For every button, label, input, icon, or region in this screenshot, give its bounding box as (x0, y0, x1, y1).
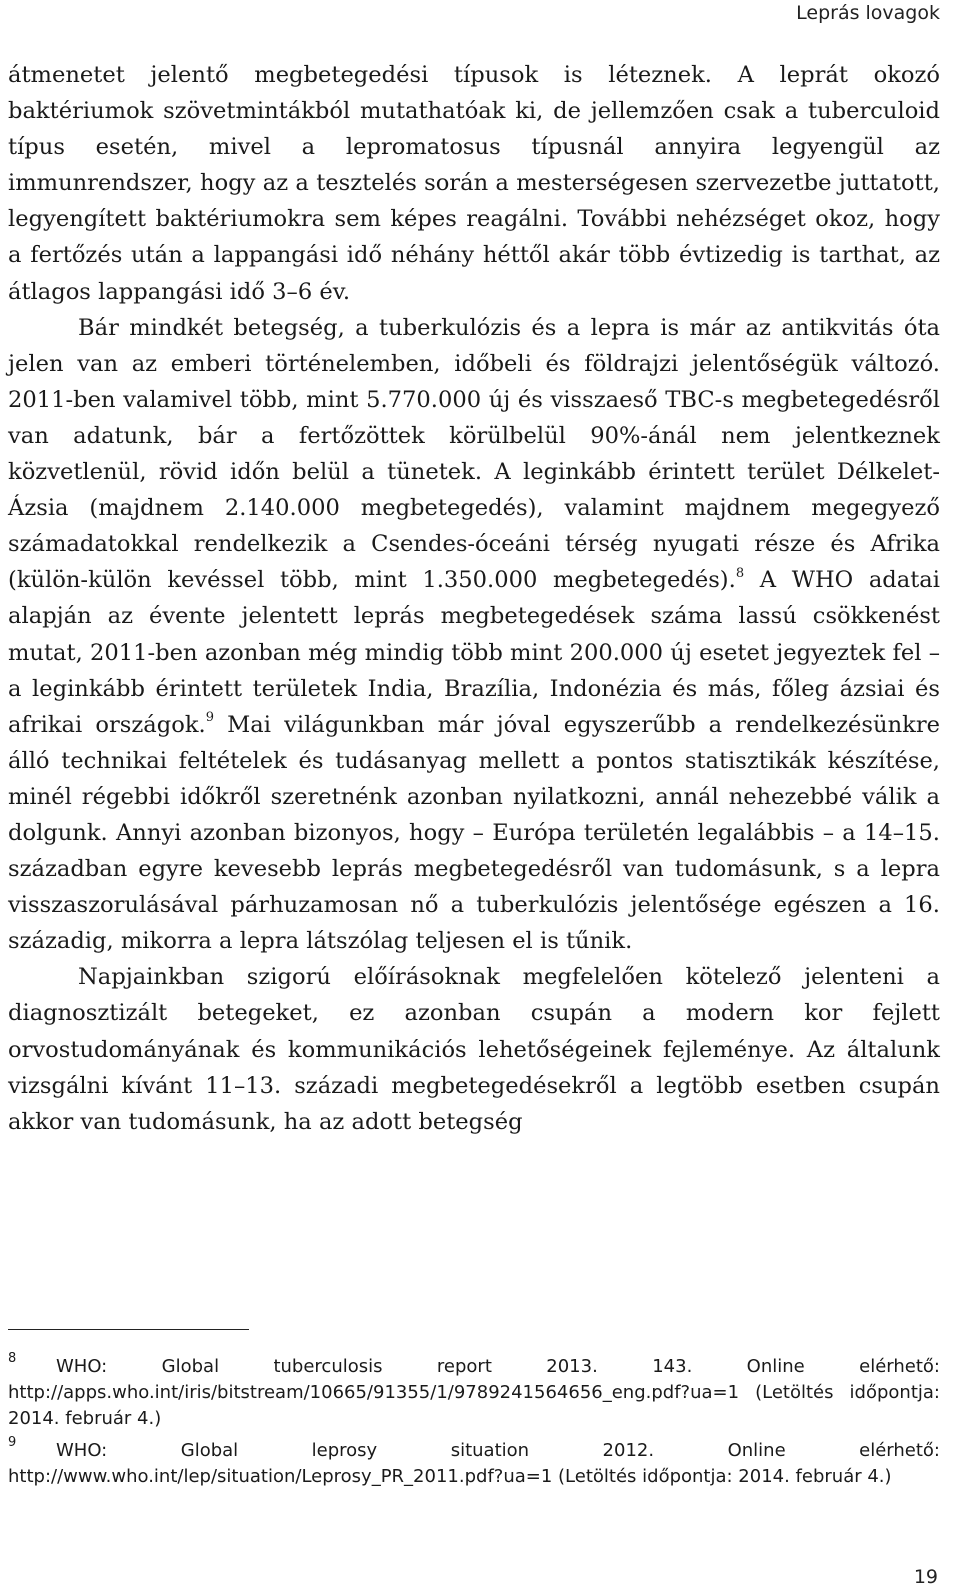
paragraph-2-part-3: Mai világunkban már jóval egyszerűbb a rendelkezésünkre álló technikai feltételek és tudásanyag mellett a pontos statisztikák készítése, minél régebbi időkről szeretnénk azonban nyilatkozni, annál nehezebbé válik a dolgunk. Annyi azonban bizonyos, hogy – Európa területén legalábbis – a 14–15. században egyre kevesebb leprás megbetegedésről van tudomásunk, s a lepra visszaszorulásával párhuzamosan nő a tuberkulózis jelentősége egészen a 16. századig, mikorra a lepra látszólag teljesen el is tűnik. (8, 711, 940, 955)
footnote-number: 8 (8, 1351, 17, 1366)
body-text (8, 57, 940, 1140)
paragraph-2-part-1: Bár mindkét betegség, a tuberkulózis és a lepra is már az antikvitás óta jelen van az emberi történelemben, időbeli és földrajzi jelentőségük változó. 2011-ben valamivel több, mint 5.770.000 új és visszaeső TBC-s megbetegedésről van adatunk, bár a fertőzöttek körülbelül 90%-ánál nem jelentkeznek közvetlenül, rövid időn belül a tünetek. A leginkább érintett terület Délkelet-Ázsia (majdnem 2.140.000 megbetegedés), valamint majdnem megegyező számadatokkal rendelkezik a Csendes-óceáni térség nyugati része és Afrika (külön-külön kevéssel több, mint 1.350.000 megbetegedés). (8, 314, 940, 594)
footnote-link[interactable]: http://apps.who.int/iris/bitstream/10665/91355/1/9789241564656_eng.pdf?ua=1 (Letöltés időpontja: 2014. február 4.) (8, 1382, 940, 1429)
paragraph-3: Napjainkban szigorú előírásoknak megfelelően kötelező jelenteni a diagnosztizált betegeket, ez azonban csupán a modern kor fejlett orvostudományának és kommunikációs lehetőségeinek fejleménye. Az általunk vizsgálni kívánt 11–13. századi megbetegedésekről a legtöbb esetben csupán akkor van tudomásunk, ha az adott betegség (8, 964, 940, 1135)
paragraph-2-part-2: A WHO adatai alapján az évente jelentett leprás megbetegedések száma lassú csökkenést mutat, 2011-ben azonban még mindig több mint 200.000 új esetet jegyeztek fel – a leginkább érintett területek India, Brazília, Indonézia és más, főleg ázsiai és afrikai országok. (8, 567, 940, 738)
footnote-9 (8, 1435, 940, 1490)
paragraph-2 (8, 310, 940, 960)
footnote-ref-9[interactable]: 9 (205, 710, 214, 726)
paragraph-1: átmenetet jelentő megbetegedési típusok is léteznek. A leprát okozó baktériumok szövetmintákból mutathatóak ki, de jellemzően csak a tuberculoid típus esetén, mivel a lepromatosus típusnál annyira legyengül az immunrendszer, hogy az a tesztelés során a mesterségesen szervezetbe juttatott, legyengített baktériumokra sem képes reagálni. További nehézséget okoz, hogy a fertőzés után a lappangási idő néhány héttől akár több évtizedig is tarthat, az átlagos lappangási idő 3–6 év. (8, 62, 940, 305)
footnote-ref-8[interactable]: 8 (735, 565, 745, 581)
footnote-number: 9 (8, 1435, 17, 1450)
footnote-citation: WHO: Global leprosy situation 2012. Online elérhető: (56, 1440, 940, 1461)
page-number: 19 (913, 1566, 938, 1588)
footnote-separator (8, 1329, 249, 1330)
footnote-link[interactable]: http://www.who.int/lep/situation/Leprosy_PR_2011.pdf?ua=1 (Letöltés időpontja: 2014. február 4.) (8, 1466, 892, 1487)
footnote-citation: WHO: Global tuberculosis report 2013. 143. Online elérhető: (56, 1356, 940, 1377)
footnotes (8, 1351, 940, 1496)
footnote-8 (8, 1351, 940, 1432)
running-header: Leprás lovagok (796, 2, 940, 24)
